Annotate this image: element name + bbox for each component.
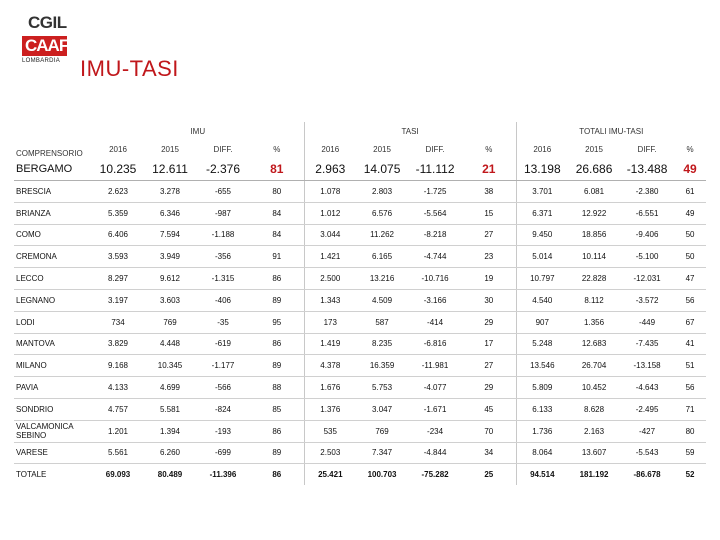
subcolumn-imu-3: %	[250, 140, 304, 158]
cell-totali-diff: -13.158	[620, 355, 674, 377]
row-name: LODI	[14, 311, 92, 333]
subcolumn-totali-1: 2015	[585, 144, 603, 154]
cell-imu-2016: 5.359	[92, 202, 144, 224]
cell-totali-pct: 59	[674, 442, 706, 464]
cell-tasi-diff: -234	[408, 420, 462, 442]
page-title: IMU-TASI	[80, 56, 179, 81]
cell-totali-2016: 13.198	[516, 158, 568, 181]
cell-totali-pct: 51	[674, 355, 706, 377]
cell-tasi-pct: 38	[462, 181, 516, 203]
cell-imu-diff: -824	[196, 398, 250, 420]
cell-totali-pct: 56	[674, 377, 706, 399]
cell-totali-2016: 907	[516, 311, 568, 333]
row-name: COMO	[14, 224, 92, 246]
cell-imu-2016: 3.593	[92, 246, 144, 268]
cell-tasi-2016: 1.676	[304, 377, 356, 399]
row-name: LEGNANO	[14, 289, 92, 311]
cell-totali-2016: 5.809	[516, 377, 568, 399]
cell-totali-pct: 49	[674, 158, 706, 181]
cell-totali-2015: 22.828	[568, 268, 620, 290]
cell-imu-2015: 6.260	[144, 442, 196, 464]
cell-totali-2016: 94.514	[530, 470, 555, 480]
cell-totali-diff: -5.543	[620, 442, 674, 464]
cell-totali-pct: 56	[674, 289, 706, 311]
table-row	[14, 420, 706, 442]
cell-tasi-2015: 100.703	[367, 470, 397, 480]
subcolumn-tasi-2: DIFF.	[425, 144, 445, 154]
cell-totali-diff: -9.406	[620, 224, 674, 246]
cell-imu-pct: 84	[250, 202, 304, 224]
cell-totali-2015: 26.704	[568, 355, 620, 377]
cell-totali-2016: 8.064	[516, 442, 568, 464]
cell-tasi-2015: 6.165	[356, 246, 408, 268]
cell-tasi-2015: 11.262	[356, 224, 408, 246]
table-row-total	[14, 464, 706, 485]
row-name: SONDRIO	[14, 398, 92, 420]
cell-imu-2015: 7.594	[144, 224, 196, 246]
cell-tasi-pct: 19	[462, 268, 516, 290]
cell-tasi-diff: -1.671	[408, 398, 462, 420]
cell-imu-pct: 86	[250, 420, 304, 442]
cell-tasi-2015: 7.347	[356, 442, 408, 464]
cell-totali-diff: -7.435	[620, 333, 674, 355]
cell-totali-2015: 12.683	[568, 333, 620, 355]
cell-tasi-2016: 2.503	[304, 442, 356, 464]
cell-tasi-pct: 17	[462, 333, 516, 355]
cell-imu-2015: 4.448	[144, 333, 196, 355]
cell-tasi-pct: 21	[462, 158, 516, 181]
cell-tasi-pct: 27	[462, 355, 516, 377]
cell-tasi-2015: 769	[356, 420, 408, 442]
cell-imu-2016: 2.623	[92, 181, 144, 203]
cell-tasi-diff: -1.725	[408, 181, 462, 203]
cell-tasi-diff: -75.282	[421, 470, 449, 480]
cell-totali-2016: 6.133	[516, 398, 568, 420]
group-header-imu: IMU	[92, 122, 304, 140]
cell-totali-2015: 12.922	[568, 202, 620, 224]
cell-imu-2016: 9.168	[92, 355, 144, 377]
cell-totali-2016: 9.450	[516, 224, 568, 246]
table-row	[14, 333, 706, 355]
cell-totali-2016: 1.736	[516, 420, 568, 442]
cell-imu-pct: 80	[250, 181, 304, 203]
cell-totali-2016: 6.371	[516, 202, 568, 224]
cell-tasi-2015: 6.576	[356, 202, 408, 224]
cell-totali-diff: -427	[620, 420, 674, 442]
cell-totali-pct: 80	[674, 420, 706, 442]
cell-imu-2015: 1.394	[144, 420, 196, 442]
cell-imu-pct: 86	[250, 464, 304, 485]
cell-tasi-2016: 173	[304, 311, 356, 333]
cell-totali-2015: 26.686	[568, 158, 620, 181]
cell-totali-pct: 67	[674, 311, 706, 333]
cell-tasi-2016: 535	[304, 420, 356, 442]
cell-tasi-2016: 3.044	[304, 224, 356, 246]
table-row	[14, 181, 706, 203]
table-row	[14, 202, 706, 224]
cell-tasi-pct: 70	[462, 420, 516, 442]
cell-imu-2015: 769	[144, 311, 196, 333]
cell-imu-pct: 88	[250, 377, 304, 399]
cell-imu-2016: 10.235	[92, 158, 144, 181]
subcolumn-totali-2: DIFF.	[637, 144, 657, 154]
cell-totali-pct: 49	[674, 202, 706, 224]
table-row	[14, 224, 706, 246]
cell-tasi-pct: 45	[462, 398, 516, 420]
table-row	[14, 377, 706, 399]
subcolumn-header-row	[14, 140, 706, 158]
group-header-row	[14, 122, 706, 140]
row-name: LECCO	[14, 268, 92, 290]
subcolumn-tasi-3: %	[462, 140, 516, 158]
row-name: BERGAMO	[14, 158, 92, 181]
cell-tasi-2015: 16.359	[356, 355, 408, 377]
cell-totali-2015: 10.452	[568, 377, 620, 399]
cell-imu-diff: -356	[196, 246, 250, 268]
row-header: COMPRENSORIO	[16, 149, 83, 158]
cell-imu-pct: 84	[250, 224, 304, 246]
table-row	[14, 311, 706, 333]
table-row	[14, 398, 706, 420]
cell-imu-pct: 95	[250, 311, 304, 333]
cell-totali-pct: 41	[674, 333, 706, 355]
cell-tasi-2016: 1.421	[304, 246, 356, 268]
cell-imu-diff: -35	[196, 311, 250, 333]
cell-imu-2015: 3.949	[144, 246, 196, 268]
row-name: BRIANZA	[14, 202, 92, 224]
row-name: MANTOVA	[14, 333, 92, 355]
cell-imu-2015: 9.612	[144, 268, 196, 290]
cell-tasi-diff: -6.816	[408, 333, 462, 355]
cell-totali-2015: 2.163	[568, 420, 620, 442]
cell-imu-diff: -1.315	[196, 268, 250, 290]
logo-cgil-text: CGIL	[28, 13, 67, 32]
cell-imu-diff: -619	[196, 333, 250, 355]
cell-tasi-diff: -3.166	[408, 289, 462, 311]
row-name: MILANO	[14, 355, 92, 377]
cell-tasi-2016: 2.500	[304, 268, 356, 290]
cell-imu-diff: -2.376	[196, 158, 250, 181]
cell-imu-2016: 6.406	[92, 224, 144, 246]
cell-tasi-pct: 27	[462, 224, 516, 246]
cell-totali-2016: 13.546	[516, 355, 568, 377]
subcolumn-imu-0: 2016	[109, 144, 127, 154]
cell-tasi-pct: 15	[462, 202, 516, 224]
cell-totali-diff: -2.380	[620, 181, 674, 203]
cell-imu-2016: 3.829	[92, 333, 144, 355]
cell-totali-pct: 47	[674, 268, 706, 290]
cell-totali-pct: 71	[674, 398, 706, 420]
table-row	[14, 246, 706, 268]
subcolumn-totali-0: 2016	[533, 144, 552, 154]
cell-imu-2015: 10.345	[144, 355, 196, 377]
cell-totali-2015: 1.356	[568, 311, 620, 333]
table-row	[14, 268, 706, 290]
cell-totali-diff: -5.100	[620, 246, 674, 268]
subcolumn-tasi-0: 2016	[321, 144, 340, 154]
cell-tasi-diff: -11.112	[408, 158, 462, 181]
cell-totali-2015: 13.607	[568, 442, 620, 464]
cell-imu-2016: 734	[92, 311, 144, 333]
cell-totali-diff: -13.488	[620, 158, 674, 181]
cell-imu-pct: 89	[250, 355, 304, 377]
cell-tasi-2015: 3.047	[356, 398, 408, 420]
cell-tasi-pct: 30	[462, 289, 516, 311]
cell-tasi-diff: -5.564	[408, 202, 462, 224]
cell-tasi-2015: 4.509	[356, 289, 408, 311]
cell-imu-2015: 80.489	[157, 470, 183, 480]
cell-imu-diff: -1.188	[196, 224, 250, 246]
cell-totali-diff: -6.551	[620, 202, 674, 224]
cell-totali-2015: 8.112	[568, 289, 620, 311]
cell-totali-pct: 50	[674, 246, 706, 268]
cell-imu-diff: -655	[196, 181, 250, 203]
cell-totali-diff: -86.678	[633, 470, 661, 480]
cell-tasi-2015: 8.235	[356, 333, 408, 355]
row-name: CREMONA	[14, 246, 92, 268]
row-name: VARESE	[14, 442, 92, 464]
cell-tasi-2016: 1.419	[304, 333, 356, 355]
subcolumn-imu-1: 2015	[161, 144, 179, 154]
cell-totali-diff: -2.495	[620, 398, 674, 420]
cell-imu-2016: 1.201	[92, 420, 144, 442]
cell-totali-2016: 5.248	[516, 333, 568, 355]
cell-imu-2015: 4.699	[144, 377, 196, 399]
cell-imu-2016: 69.093	[105, 470, 131, 480]
cell-tasi-pct: 25	[462, 464, 516, 485]
cell-tasi-2015: 14.075	[356, 158, 408, 181]
cell-imu-pct: 91	[250, 246, 304, 268]
cell-imu-diff: -699	[196, 442, 250, 464]
cell-tasi-2015: 5.753	[356, 377, 408, 399]
row-name: TOTALE	[16, 470, 47, 480]
cell-imu-diff: -987	[196, 202, 250, 224]
cell-imu-2015: 3.603	[144, 289, 196, 311]
cell-tasi-diff: -414	[408, 311, 462, 333]
cell-imu-2016: 4.757	[92, 398, 144, 420]
row-name: VALCAMONICA SEBINO	[14, 420, 92, 442]
cell-tasi-2016: 2.963	[304, 158, 356, 181]
cell-imu-pct: 81	[250, 158, 304, 181]
cell-tasi-pct: 34	[462, 442, 516, 464]
cell-tasi-2016: 25.421	[318, 470, 343, 480]
cell-tasi-2015: 13.216	[356, 268, 408, 290]
cell-imu-2016: 5.561	[92, 442, 144, 464]
cell-tasi-diff: -10.716	[408, 268, 462, 290]
cell-imu-2016: 8.297	[92, 268, 144, 290]
cell-tasi-diff: -4.077	[408, 377, 462, 399]
cell-totali-pct: 52	[685, 470, 695, 480]
cell-imu-2016: 4.133	[92, 377, 144, 399]
cell-imu-2016: 3.197	[92, 289, 144, 311]
cell-totali-2016: 4.540	[516, 289, 568, 311]
cell-imu-2015: 12.611	[144, 158, 196, 181]
cell-totali-diff: -3.572	[620, 289, 674, 311]
cell-imu-2015: 6.346	[144, 202, 196, 224]
cell-imu-diff: -11.396	[209, 470, 237, 480]
group-header-tasi: TASI	[304, 122, 516, 140]
cell-totali-2015: 18.856	[568, 224, 620, 246]
cell-totali-pct: 61	[674, 181, 706, 203]
cell-tasi-2015: 587	[356, 311, 408, 333]
table-body	[14, 158, 706, 485]
logo-region-text: LOMBARDIA	[22, 58, 61, 64]
cell-totali-2015: 10.114	[568, 246, 620, 268]
cell-tasi-pct: 29	[462, 311, 516, 333]
table-row	[14, 442, 706, 464]
cell-totali-2016: 3.701	[516, 181, 568, 203]
table-row	[14, 289, 706, 311]
cell-totali-2016: 5.014	[516, 246, 568, 268]
cell-tasi-pct: 23	[462, 246, 516, 268]
imu-tasi-table	[14, 122, 706, 485]
row-name: PAVIA	[14, 377, 92, 399]
cell-totali-2015: 8.628	[568, 398, 620, 420]
cell-tasi-2015: 2.803	[356, 181, 408, 203]
cell-tasi-pct: 29	[462, 377, 516, 399]
cell-imu-2015: 3.278	[144, 181, 196, 203]
cell-totali-2015: 6.081	[568, 181, 620, 203]
table-row-highlight	[14, 158, 706, 181]
cell-imu-diff: -1.177	[196, 355, 250, 377]
cgil-caaf-logo	[22, 14, 72, 64]
cell-imu-pct: 85	[250, 398, 304, 420]
cell-tasi-2016: 4.378	[304, 355, 356, 377]
cell-imu-pct: 86	[250, 333, 304, 355]
logo-caaf-text: CAAF	[22, 36, 67, 56]
row-name: BRESCIA	[14, 181, 92, 203]
cell-totali-diff: -12.031	[620, 268, 674, 290]
cell-imu-diff: -193	[196, 420, 250, 442]
cell-totali-diff: -4.643	[620, 377, 674, 399]
cell-imu-pct: 86	[250, 268, 304, 290]
cell-tasi-2016: 1.012	[304, 202, 356, 224]
cell-imu-diff: -566	[196, 377, 250, 399]
cell-totali-2016: 10.797	[516, 268, 568, 290]
cell-imu-pct: 89	[250, 442, 304, 464]
cell-tasi-2016: 1.343	[304, 289, 356, 311]
cell-imu-pct: 89	[250, 289, 304, 311]
table-row	[14, 355, 706, 377]
cell-totali-2015: 181.192	[579, 470, 609, 480]
subcolumn-tasi-1: 2015	[373, 144, 391, 154]
cell-tasi-2016: 1.376	[304, 398, 356, 420]
group-header-totali: TOTALI IMU-TASI	[579, 126, 644, 136]
cell-imu-diff: -406	[196, 289, 250, 311]
cell-imu-2015: 5.581	[144, 398, 196, 420]
cell-tasi-diff: -8.218	[408, 224, 462, 246]
subcolumn-imu-2: DIFF.	[213, 144, 233, 154]
cell-tasi-diff: -4.844	[408, 442, 462, 464]
subcolumn-totali-3: %	[686, 144, 694, 154]
cell-totali-pct: 50	[674, 224, 706, 246]
cell-tasi-diff: -4.744	[408, 246, 462, 268]
cell-tasi-diff: -11.981	[408, 355, 462, 377]
cell-tasi-2016: 1.078	[304, 181, 356, 203]
cell-totali-diff: -449	[620, 311, 674, 333]
